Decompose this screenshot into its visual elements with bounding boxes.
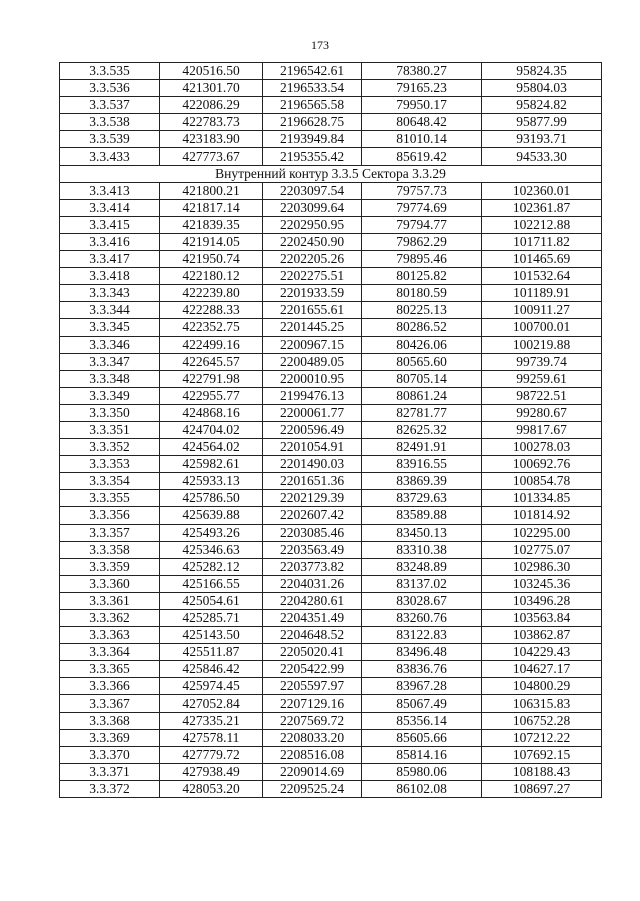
table-row bbox=[60, 473, 602, 490]
point-id-cell: 3.3.370 bbox=[60, 746, 160, 763]
coordinates-table bbox=[59, 62, 602, 798]
y-local-cell: 106315.83 bbox=[482, 695, 602, 712]
x-coordinate-cell: 423183.90 bbox=[160, 131, 263, 148]
page-number: 173 bbox=[311, 38, 329, 52]
x-local-cell: 83137.02 bbox=[362, 575, 482, 592]
point-id-cell: 3.3.348 bbox=[60, 370, 160, 387]
x-local-cell: 82625.32 bbox=[362, 421, 482, 438]
x-coordinate-cell: 421839.35 bbox=[160, 216, 263, 233]
x-local-cell: 85980.06 bbox=[362, 763, 482, 780]
table-row bbox=[60, 610, 602, 627]
x-local-cell: 83450.13 bbox=[362, 524, 482, 541]
x-local-cell: 80565.60 bbox=[362, 353, 482, 370]
y-local-cell: 103496.28 bbox=[482, 592, 602, 609]
table-row bbox=[60, 780, 602, 797]
table-row bbox=[60, 644, 602, 661]
point-id-cell: 3.3.355 bbox=[60, 490, 160, 507]
x-coordinate-cell: 421817.14 bbox=[160, 199, 263, 216]
y-local-cell: 108697.27 bbox=[482, 780, 602, 797]
y-coordinate-cell: 2202607.42 bbox=[263, 507, 362, 524]
y-coordinate-cell: 2202950.95 bbox=[263, 216, 362, 233]
y-coordinate-cell: 2204648.52 bbox=[263, 627, 362, 644]
y-local-cell: 101814.92 bbox=[482, 507, 602, 524]
x-coordinate-cell: 425346.63 bbox=[160, 541, 263, 558]
y-coordinate-cell: 2208033.20 bbox=[263, 729, 362, 746]
y-local-cell: 102775.07 bbox=[482, 541, 602, 558]
table-row bbox=[60, 695, 602, 712]
point-id-cell: 3.3.366 bbox=[60, 678, 160, 695]
point-id-cell: 3.3.372 bbox=[60, 780, 160, 797]
y-local-cell: 101711.82 bbox=[482, 233, 602, 250]
table-row bbox=[60, 729, 602, 746]
table-row bbox=[60, 661, 602, 678]
x-coordinate-cell: 425166.55 bbox=[160, 575, 263, 592]
y-local-cell: 95877.99 bbox=[482, 114, 602, 131]
y-coordinate-cell: 2203097.54 bbox=[263, 182, 362, 199]
point-id-cell: 3.3.353 bbox=[60, 456, 160, 473]
y-local-cell: 102295.00 bbox=[482, 524, 602, 541]
table-row bbox=[60, 558, 602, 575]
y-local-cell: 95824.82 bbox=[482, 97, 602, 114]
y-coordinate-cell: 2202275.51 bbox=[263, 268, 362, 285]
table-row bbox=[60, 353, 602, 370]
x-local-cell: 83496.48 bbox=[362, 644, 482, 661]
x-coordinate-cell: 420516.50 bbox=[160, 63, 263, 80]
x-coordinate-cell: 422288.33 bbox=[160, 302, 263, 319]
x-coordinate-cell: 422086.29 bbox=[160, 97, 263, 114]
point-id-cell: 3.3.539 bbox=[60, 131, 160, 148]
x-coordinate-cell: 427938.49 bbox=[160, 763, 263, 780]
table-row bbox=[60, 746, 602, 763]
y-coordinate-cell: 2203773.82 bbox=[263, 558, 362, 575]
x-coordinate-cell: 427779.72 bbox=[160, 746, 263, 763]
table-row bbox=[60, 439, 602, 456]
x-local-cell: 85356.14 bbox=[362, 712, 482, 729]
point-id-cell: 3.3.371 bbox=[60, 763, 160, 780]
table-row bbox=[60, 285, 602, 302]
y-local-cell: 99259.61 bbox=[482, 370, 602, 387]
x-local-cell: 82491.91 bbox=[362, 439, 482, 456]
y-coordinate-cell: 2200489.05 bbox=[263, 353, 362, 370]
y-local-cell: 99280.67 bbox=[482, 404, 602, 421]
y-coordinate-cell: 2207569.72 bbox=[263, 712, 362, 729]
point-id-cell: 3.3.416 bbox=[60, 233, 160, 250]
x-coordinate-cell: 421950.74 bbox=[160, 251, 263, 268]
point-id-cell: 3.3.344 bbox=[60, 302, 160, 319]
x-local-cell: 80861.24 bbox=[362, 387, 482, 404]
x-coordinate-cell: 421914.05 bbox=[160, 233, 263, 250]
x-local-cell: 80180.59 bbox=[362, 285, 482, 302]
y-coordinate-cell: 2201655.61 bbox=[263, 302, 362, 319]
table-row bbox=[60, 131, 602, 148]
table-row bbox=[60, 148, 602, 165]
y-coordinate-cell: 2201054.91 bbox=[263, 439, 362, 456]
x-coordinate-cell: 422783.73 bbox=[160, 114, 263, 131]
y-local-cell: 106752.28 bbox=[482, 712, 602, 729]
y-local-cell: 99817.67 bbox=[482, 421, 602, 438]
x-local-cell: 85814.16 bbox=[362, 746, 482, 763]
x-coordinate-cell: 425493.26 bbox=[160, 524, 263, 541]
x-local-cell: 83310.38 bbox=[362, 541, 482, 558]
point-id-cell: 3.3.360 bbox=[60, 575, 160, 592]
table-row bbox=[60, 336, 602, 353]
table-row bbox=[60, 80, 602, 97]
y-coordinate-cell: 2202129.39 bbox=[263, 490, 362, 507]
y-coordinate-cell: 2202450.90 bbox=[263, 233, 362, 250]
y-coordinate-cell: 2196628.75 bbox=[263, 114, 362, 131]
x-coordinate-cell: 427773.67 bbox=[160, 148, 263, 165]
y-local-cell: 104800.29 bbox=[482, 678, 602, 695]
y-local-cell: 104627.17 bbox=[482, 661, 602, 678]
y-coordinate-cell: 2205020.41 bbox=[263, 644, 362, 661]
table-row bbox=[60, 387, 602, 404]
y-local-cell: 103862.87 bbox=[482, 627, 602, 644]
point-id-cell: 3.3.362 bbox=[60, 610, 160, 627]
point-id-cell: 3.3.347 bbox=[60, 353, 160, 370]
x-local-cell: 83122.83 bbox=[362, 627, 482, 644]
section-header-row bbox=[60, 165, 602, 182]
x-local-cell: 83836.76 bbox=[362, 661, 482, 678]
x-coordinate-cell: 425282.12 bbox=[160, 558, 263, 575]
x-local-cell: 82781.77 bbox=[362, 404, 482, 421]
x-local-cell: 83916.55 bbox=[362, 456, 482, 473]
x-local-cell: 79794.77 bbox=[362, 216, 482, 233]
y-local-cell: 101532.64 bbox=[482, 268, 602, 285]
y-local-cell: 102361.87 bbox=[482, 199, 602, 216]
y-coordinate-cell: 2201933.59 bbox=[263, 285, 362, 302]
y-local-cell: 101189.91 bbox=[482, 285, 602, 302]
y-coordinate-cell: 2199476.13 bbox=[263, 387, 362, 404]
table-row bbox=[60, 456, 602, 473]
x-coordinate-cell: 422791.98 bbox=[160, 370, 263, 387]
y-coordinate-cell: 2201651.36 bbox=[263, 473, 362, 490]
point-id-cell: 3.3.365 bbox=[60, 661, 160, 678]
table-row bbox=[60, 251, 602, 268]
table-row bbox=[60, 507, 602, 524]
x-coordinate-cell: 422955.77 bbox=[160, 387, 263, 404]
x-coordinate-cell: 422499.16 bbox=[160, 336, 263, 353]
table-row bbox=[60, 678, 602, 695]
x-coordinate-cell: 422352.75 bbox=[160, 319, 263, 336]
x-coordinate-cell: 422180.12 bbox=[160, 268, 263, 285]
table-row bbox=[60, 97, 602, 114]
y-coordinate-cell: 2202205.26 bbox=[263, 251, 362, 268]
x-local-cell: 80426.06 bbox=[362, 336, 482, 353]
point-id-cell: 3.3.418 bbox=[60, 268, 160, 285]
point-id-cell: 3.3.413 bbox=[60, 182, 160, 199]
x-local-cell: 83260.76 bbox=[362, 610, 482, 627]
y-local-cell: 102212.88 bbox=[482, 216, 602, 233]
point-id-cell: 3.3.369 bbox=[60, 729, 160, 746]
y-local-cell: 102360.01 bbox=[482, 182, 602, 199]
y-coordinate-cell: 2196542.61 bbox=[263, 63, 362, 80]
point-id-cell: 3.3.433 bbox=[60, 148, 160, 165]
y-local-cell: 100854.78 bbox=[482, 473, 602, 490]
point-id-cell: 3.3.415 bbox=[60, 216, 160, 233]
table-row bbox=[60, 404, 602, 421]
x-coordinate-cell: 425143.50 bbox=[160, 627, 263, 644]
table-row bbox=[60, 763, 602, 780]
y-coordinate-cell: 2208516.08 bbox=[263, 746, 362, 763]
point-id-cell: 3.3.349 bbox=[60, 387, 160, 404]
x-local-cell: 78380.27 bbox=[362, 63, 482, 80]
y-coordinate-cell: 2193949.84 bbox=[263, 131, 362, 148]
point-id-cell: 3.3.354 bbox=[60, 473, 160, 490]
x-coordinate-cell: 425511.87 bbox=[160, 644, 263, 661]
x-coordinate-cell: 425974.45 bbox=[160, 678, 263, 695]
point-id-cell: 3.3.417 bbox=[60, 251, 160, 268]
y-coordinate-cell: 2205597.97 bbox=[263, 678, 362, 695]
table-row bbox=[60, 541, 602, 558]
y-local-cell: 100692.76 bbox=[482, 456, 602, 473]
y-local-cell: 95804.03 bbox=[482, 80, 602, 97]
x-local-cell: 83589.88 bbox=[362, 507, 482, 524]
x-coordinate-cell: 425054.61 bbox=[160, 592, 263, 609]
point-id-cell: 3.3.363 bbox=[60, 627, 160, 644]
y-coordinate-cell: 2200967.15 bbox=[263, 336, 362, 353]
x-coordinate-cell: 428053.20 bbox=[160, 780, 263, 797]
point-id-cell: 3.3.361 bbox=[60, 592, 160, 609]
y-local-cell: 100911.27 bbox=[482, 302, 602, 319]
y-coordinate-cell: 2204280.61 bbox=[263, 592, 362, 609]
table-row bbox=[60, 268, 602, 285]
y-local-cell: 103563.84 bbox=[482, 610, 602, 627]
table-row bbox=[60, 490, 602, 507]
y-coordinate-cell: 2205422.99 bbox=[263, 661, 362, 678]
y-local-cell: 100219.88 bbox=[482, 336, 602, 353]
x-coordinate-cell: 424704.02 bbox=[160, 421, 263, 438]
table-row bbox=[60, 216, 602, 233]
x-local-cell: 83967.28 bbox=[362, 678, 482, 695]
x-local-cell: 80648.42 bbox=[362, 114, 482, 131]
point-id-cell: 3.3.536 bbox=[60, 80, 160, 97]
y-coordinate-cell: 2200010.95 bbox=[263, 370, 362, 387]
y-local-cell: 98722.51 bbox=[482, 387, 602, 404]
y-local-cell: 93193.71 bbox=[482, 131, 602, 148]
x-coordinate-cell: 425639.88 bbox=[160, 507, 263, 524]
point-id-cell: 3.3.364 bbox=[60, 644, 160, 661]
y-coordinate-cell: 2203563.49 bbox=[263, 541, 362, 558]
x-coordinate-cell: 422239.80 bbox=[160, 285, 263, 302]
y-local-cell: 108188.43 bbox=[482, 763, 602, 780]
point-id-cell: 3.3.343 bbox=[60, 285, 160, 302]
y-local-cell: 101465.69 bbox=[482, 251, 602, 268]
x-coordinate-cell: 427578.11 bbox=[160, 729, 263, 746]
table-row bbox=[60, 524, 602, 541]
y-coordinate-cell: 2207129.16 bbox=[263, 695, 362, 712]
point-id-cell: 3.3.538 bbox=[60, 114, 160, 131]
y-local-cell: 99739.74 bbox=[482, 353, 602, 370]
point-id-cell: 3.3.351 bbox=[60, 421, 160, 438]
table-row bbox=[60, 302, 602, 319]
y-local-cell: 100278.03 bbox=[482, 439, 602, 456]
x-coordinate-cell: 424564.02 bbox=[160, 439, 263, 456]
x-coordinate-cell: 422645.57 bbox=[160, 353, 263, 370]
y-coordinate-cell: 2209014.69 bbox=[263, 763, 362, 780]
y-coordinate-cell: 2203085.46 bbox=[263, 524, 362, 541]
y-coordinate-cell: 2209525.24 bbox=[263, 780, 362, 797]
x-coordinate-cell: 425982.61 bbox=[160, 456, 263, 473]
x-coordinate-cell: 424868.16 bbox=[160, 404, 263, 421]
x-local-cell: 79895.46 bbox=[362, 251, 482, 268]
y-coordinate-cell: 2195355.42 bbox=[263, 148, 362, 165]
point-id-cell: 3.3.356 bbox=[60, 507, 160, 524]
x-local-cell: 80125.82 bbox=[362, 268, 482, 285]
table-row bbox=[60, 575, 602, 592]
x-coordinate-cell: 425846.42 bbox=[160, 661, 263, 678]
table-row bbox=[60, 370, 602, 387]
x-local-cell: 83869.39 bbox=[362, 473, 482, 490]
y-coordinate-cell: 2200061.77 bbox=[263, 404, 362, 421]
coordinates-table-body bbox=[60, 63, 602, 798]
table-row bbox=[60, 319, 602, 336]
x-local-cell: 79165.23 bbox=[362, 80, 482, 97]
point-id-cell: 3.3.358 bbox=[60, 541, 160, 558]
x-coordinate-cell: 421800.21 bbox=[160, 182, 263, 199]
y-coordinate-cell: 2200596.49 bbox=[263, 421, 362, 438]
y-local-cell: 104229.43 bbox=[482, 644, 602, 661]
y-local-cell: 94533.30 bbox=[482, 148, 602, 165]
point-id-cell: 3.3.345 bbox=[60, 319, 160, 336]
x-local-cell: 86102.08 bbox=[362, 780, 482, 797]
point-id-cell: 3.3.352 bbox=[60, 439, 160, 456]
y-coordinate-cell: 2204031.26 bbox=[263, 575, 362, 592]
x-local-cell: 79774.69 bbox=[362, 199, 482, 216]
x-coordinate-cell: 427335.21 bbox=[160, 712, 263, 729]
table-row bbox=[60, 114, 602, 131]
point-id-cell: 3.3.535 bbox=[60, 63, 160, 80]
table-row bbox=[60, 627, 602, 644]
x-local-cell: 85619.42 bbox=[362, 148, 482, 165]
x-local-cell: 80286.52 bbox=[362, 319, 482, 336]
x-local-cell: 81010.14 bbox=[362, 131, 482, 148]
table-row bbox=[60, 712, 602, 729]
y-coordinate-cell: 2201490.03 bbox=[263, 456, 362, 473]
y-local-cell: 100700.01 bbox=[482, 319, 602, 336]
point-id-cell: 3.3.359 bbox=[60, 558, 160, 575]
point-id-cell: 3.3.368 bbox=[60, 712, 160, 729]
x-coordinate-cell: 425285.71 bbox=[160, 610, 263, 627]
y-coordinate-cell: 2201445.25 bbox=[263, 319, 362, 336]
table-row bbox=[60, 421, 602, 438]
x-coordinate-cell: 421301.70 bbox=[160, 80, 263, 97]
y-coordinate-cell: 2204351.49 bbox=[263, 610, 362, 627]
table-row bbox=[60, 592, 602, 609]
x-local-cell: 83248.89 bbox=[362, 558, 482, 575]
y-coordinate-cell: 2203099.64 bbox=[263, 199, 362, 216]
x-local-cell: 85067.49 bbox=[362, 695, 482, 712]
x-local-cell: 83028.67 bbox=[362, 592, 482, 609]
x-local-cell: 85605.66 bbox=[362, 729, 482, 746]
point-id-cell: 3.3.367 bbox=[60, 695, 160, 712]
point-id-cell: 3.3.350 bbox=[60, 404, 160, 421]
table-row bbox=[60, 233, 602, 250]
y-local-cell: 101334.85 bbox=[482, 490, 602, 507]
x-coordinate-cell: 425786.50 bbox=[160, 490, 263, 507]
x-coordinate-cell: 427052.84 bbox=[160, 695, 263, 712]
section-header: Внутренний контур 3.3.5 Сектора 3.3.29 bbox=[60, 165, 602, 182]
table-row bbox=[60, 199, 602, 216]
x-local-cell: 83729.63 bbox=[362, 490, 482, 507]
point-id-cell: 3.3.537 bbox=[60, 97, 160, 114]
point-id-cell: 3.3.414 bbox=[60, 199, 160, 216]
y-coordinate-cell: 2196565.58 bbox=[263, 97, 362, 114]
y-local-cell: 103245.36 bbox=[482, 575, 602, 592]
point-id-cell: 3.3.357 bbox=[60, 524, 160, 541]
point-id-cell: 3.3.346 bbox=[60, 336, 160, 353]
x-local-cell: 80225.13 bbox=[362, 302, 482, 319]
table-row bbox=[60, 182, 602, 199]
x-local-cell: 79950.17 bbox=[362, 97, 482, 114]
x-coordinate-cell: 425933.13 bbox=[160, 473, 263, 490]
x-local-cell: 79757.73 bbox=[362, 182, 482, 199]
y-local-cell: 95824.35 bbox=[482, 63, 602, 80]
x-local-cell: 80705.14 bbox=[362, 370, 482, 387]
y-local-cell: 107692.15 bbox=[482, 746, 602, 763]
y-coordinate-cell: 2196533.54 bbox=[263, 80, 362, 97]
y-local-cell: 102986.30 bbox=[482, 558, 602, 575]
y-local-cell: 107212.22 bbox=[482, 729, 602, 746]
x-local-cell: 79862.29 bbox=[362, 233, 482, 250]
table-row bbox=[60, 63, 602, 80]
